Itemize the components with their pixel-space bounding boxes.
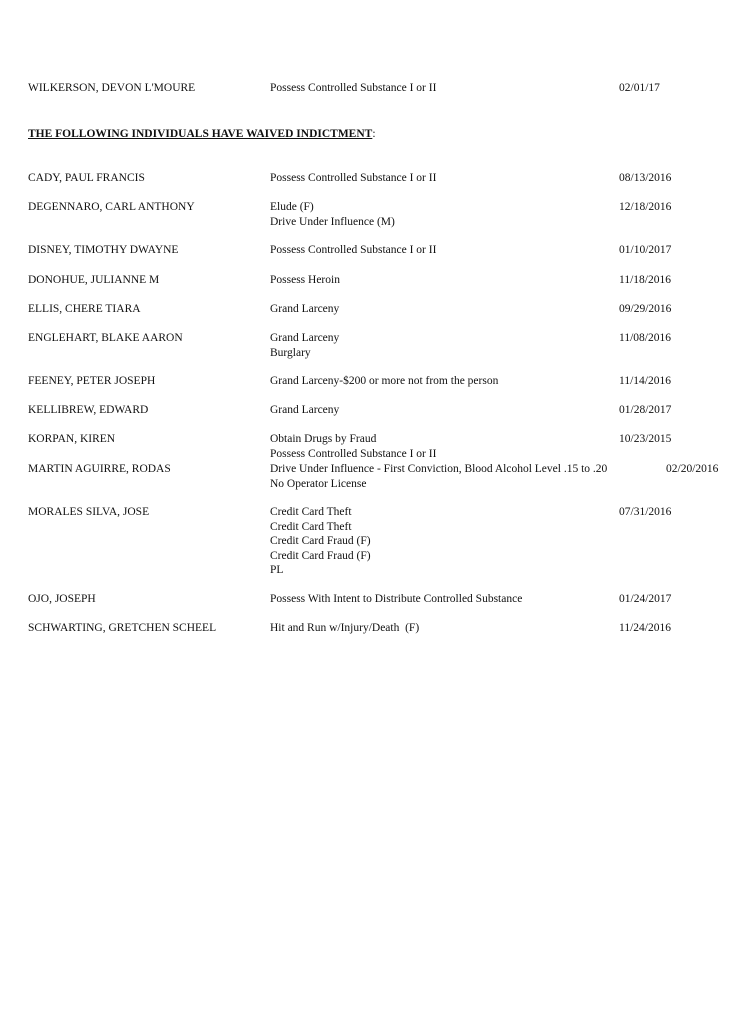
defendant-name: MORALES SILVA, JOSE bbox=[28, 506, 150, 518]
defendant-name: ENGLEHART, BLAKE AARON bbox=[28, 332, 183, 344]
charges-list bbox=[270, 592, 522, 607]
charge: Possess Heroin bbox=[270, 274, 340, 286]
charge: Possess Controlled Substance I or II bbox=[270, 447, 437, 460]
charges-list bbox=[270, 200, 395, 229]
charge: Credit Card Theft bbox=[270, 506, 352, 518]
charge: Possess Controlled Substance I or II bbox=[270, 244, 437, 256]
offense-date: 11/18/2016 bbox=[619, 274, 671, 286]
charge: Burglary bbox=[270, 346, 311, 359]
section-heading bbox=[28, 127, 376, 142]
charges-list bbox=[270, 505, 371, 578]
charges-list bbox=[270, 171, 436, 186]
charges-list bbox=[270, 462, 607, 491]
charges-list bbox=[270, 374, 498, 389]
defendant-name: KORPAN, KIREN bbox=[28, 433, 116, 445]
charge: Drive Under Influence - First Conviction, Blood Alcohol Level .15 to .20 bbox=[270, 463, 608, 475]
offense-date: 11/14/2016 bbox=[619, 375, 671, 387]
defendant-name: ELLIS, CHERE TIARA bbox=[28, 303, 141, 315]
charge: Grand Larceny bbox=[270, 303, 340, 315]
defendant-name: MARTIN AGUIRRE, RODAS bbox=[28, 463, 171, 475]
charges-list bbox=[270, 243, 436, 258]
defendant-name: CADY, PAUL FRANCIS bbox=[28, 172, 145, 184]
offense-date: 12/18/2016 bbox=[619, 201, 672, 213]
offense-date: 10/23/2015 bbox=[619, 433, 672, 445]
charge: Elude (F) bbox=[270, 201, 314, 213]
defendant-name: DEGENNARO, CARL ANTHONY bbox=[28, 201, 195, 213]
charge: Possess Controlled Substance I or II bbox=[270, 172, 437, 184]
charges-list bbox=[270, 302, 339, 317]
charge: No Operator License bbox=[270, 477, 367, 490]
charge: PL bbox=[270, 564, 284, 576]
charge: Hit and Run w/Injury/Death (F) bbox=[270, 622, 420, 634]
offense-date: 01/24/2017 bbox=[619, 593, 672, 605]
charges-list bbox=[270, 432, 436, 461]
section-heading-suffix: : bbox=[372, 128, 376, 140]
defendant-name: WILKERSON, DEVON L'MOURE bbox=[28, 82, 196, 94]
charge: Grand Larceny-$200 or more not from the person bbox=[270, 375, 499, 387]
charges-list bbox=[270, 81, 436, 96]
charges-list bbox=[270, 273, 340, 288]
charge: Credit Card Theft bbox=[270, 520, 352, 533]
offense-date: 09/29/2016 bbox=[619, 303, 672, 315]
defendant-name: KELLIBREW, EDWARD bbox=[28, 404, 149, 416]
charge: Obtain Drugs by Fraud bbox=[270, 433, 377, 445]
offense-date: 11/08/2016 bbox=[619, 332, 671, 344]
defendant-name: DONOHUE, JULIANNE M bbox=[28, 274, 160, 286]
charges-list bbox=[270, 621, 419, 636]
offense-date: 02/01/17 bbox=[619, 82, 660, 94]
defendant-name: OJO, JOSEPH bbox=[28, 593, 96, 605]
offense-date: 02/20/2016 bbox=[666, 463, 719, 475]
offense-date: 08/13/2016 bbox=[619, 172, 672, 184]
defendant-name: SCHWARTING, GRETCHEN SCHEEL bbox=[28, 622, 217, 634]
defendant-name: DISNEY, TIMOTHY DWAYNE bbox=[28, 244, 179, 256]
defendant-name: FEENEY, PETER JOSEPH bbox=[28, 375, 156, 387]
charge: Possess Controlled Substance I or II bbox=[270, 82, 437, 94]
charge: Credit Card Fraud (F) bbox=[270, 549, 371, 562]
offense-date: 11/24/2016 bbox=[619, 622, 671, 634]
offense-date: 01/28/2017 bbox=[619, 404, 672, 416]
charge: Drive Under Influence (M) bbox=[270, 215, 395, 228]
offense-date: 01/10/2017 bbox=[619, 244, 672, 256]
charge: Credit Card Fraud (F) bbox=[270, 535, 371, 547]
charge: Grand Larceny bbox=[270, 404, 340, 416]
charges-list bbox=[270, 331, 339, 360]
charges-list bbox=[270, 403, 339, 418]
section-heading-text: THE FOLLOWING INDIVIDUALS HAVE WAIVED INDICTMENT bbox=[28, 128, 373, 140]
offense-date: 07/31/2016 bbox=[619, 506, 672, 518]
charge: Possess With Intent to Distribute Controlled Substance bbox=[270, 593, 523, 605]
charge: Grand Larceny bbox=[270, 332, 340, 344]
